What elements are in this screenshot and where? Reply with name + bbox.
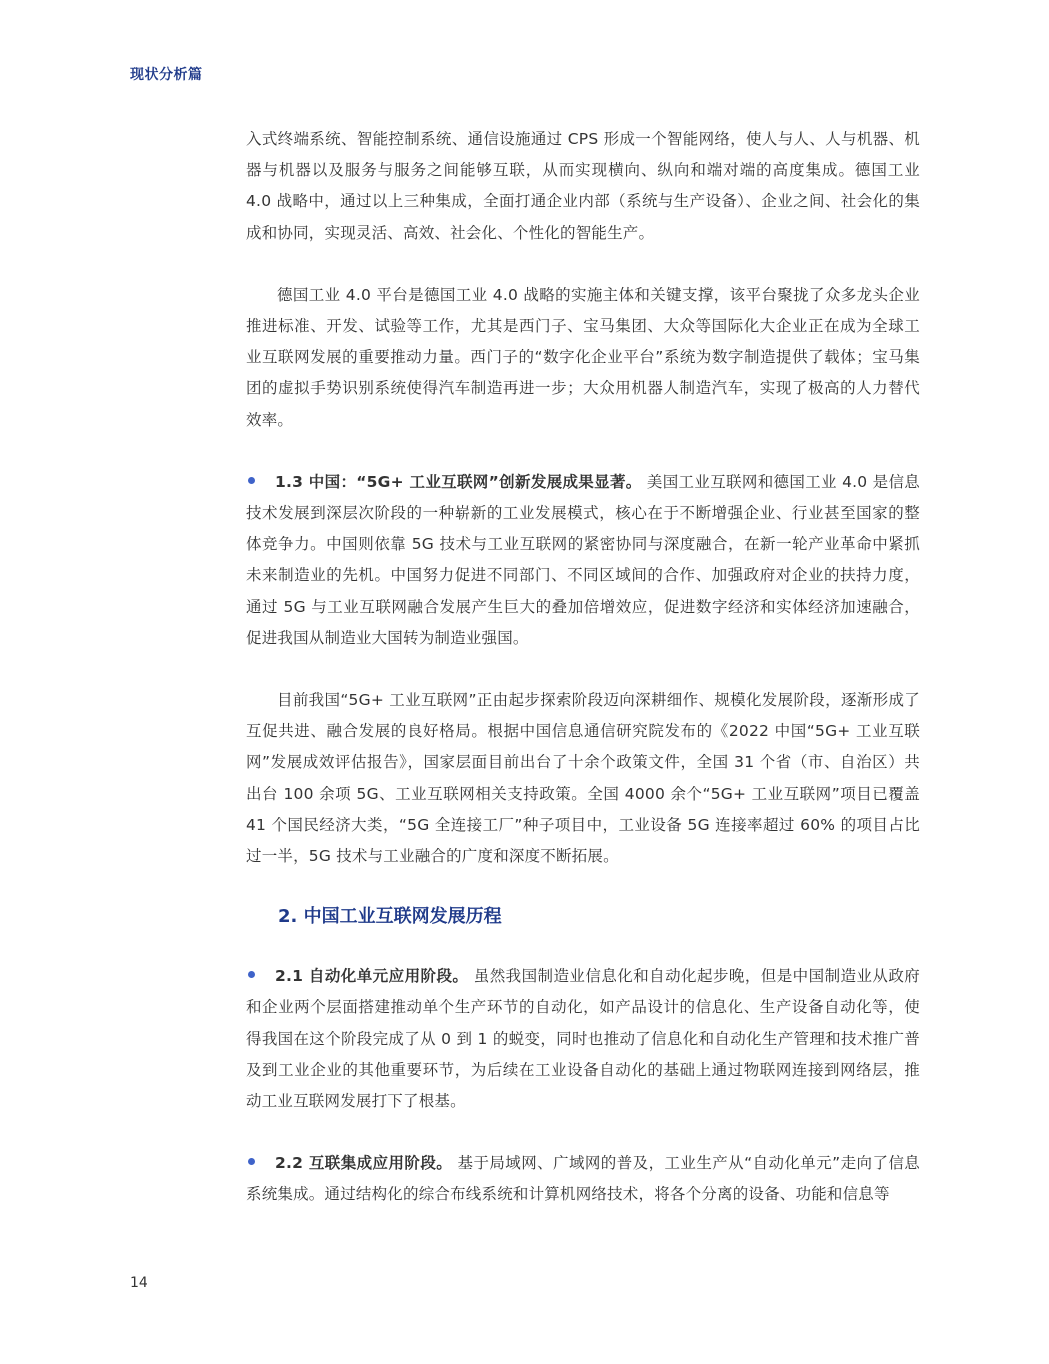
paragraph-5 xyxy=(246,961,920,1117)
bullet-dot-icon xyxy=(248,971,255,978)
section-2-title: 2. 中国工业互联网发展历程 xyxy=(278,906,502,928)
bullet-dot-icon xyxy=(248,1158,255,1165)
paragraph-5-body: 虽然我国制造业信息化和自动化起步晚，但是中国制造业从政府和企业两个层面搭建推动单个生产环节的自动化，如产品设计的信息化、生产设备自动化等，使得我国在这个阶段完成了从 0 到 1 的蜕变，同时也推动了信息化和自动化生产管理和技术推广普及到工业企业的其他重要环节，为后续在工业设备自动化的基础上通过物联网连接到网络层，推动工业互联网发展打下了根基。 xyxy=(246,967,921,1111)
paragraph-3-lead: 1.3 中国：“5G+ 工业互联网”创新发展成果显著。 xyxy=(275,472,642,491)
paragraph-3 xyxy=(246,467,920,654)
paragraph-1: 入式终端系统、智能控制系统、通信设施通过 CPS 形成一个智能网络，使人与人、人与机器、机器与机器以及服务与服务之间能够互联，从而实现横向、纵向和端对端的高度集成。德国工业 4.0 战略中，通过以上三种集成，全面打通企业内部（系统与生产设备）、企业之间、社会化的集成和协同，实现灵活、高效、社会化、个性化的智能生产。 xyxy=(246,130,920,242)
paragraph-2: 德国工业 4.0 平台是德国工业 4.0 战略的实施主体和关键支撑，该平台聚拢了众多龙头企业推进标准、开发、试验等工作，尤其是西门子、宝马集团、大众等国际化大企业正在成为全球工业互联网发展的重要推动力量。西门子的“数字化企业平台”系统为数字制造提供了载体；宝马集团的虚拟手势识别系统使得汽车制造再进一步；大众用机器人制造汽车，实现了极高的人力替代效率。 xyxy=(246,285,920,429)
bullet-dot-icon xyxy=(248,477,255,484)
paragraph-3-body: 美国工业互联网和德国工业 4.0 是信息技术发展到深层次阶段的一种崭新的工业发展模式，核心在于不断增强企业、行业甚至国家的整体竞争力。中国则依靠 5G 技术与工业互联网的紧密协同与深度融合，在新一轮产业革命中紧抓未来制造业的先机。中国努力促进不同部门、不同区域间的合作、加强政府对企业的扶持力度，通过 5G 与工业互联网融合发展产生巨大的叠加倍增效应，促进数字经济和实体经济加速融合，促进我国从制造业大国转为制造业强国。 xyxy=(246,472,920,647)
paragraph-6-lead: 2.2 互联集成应用阶段。 xyxy=(275,1154,453,1173)
paragraph-6 xyxy=(246,1148,920,1210)
section-header: 现状分析篇 xyxy=(130,67,203,83)
main-content xyxy=(246,124,920,1242)
paragraph-4: 目前我国“5G+ 工业互联网”正由起步探索阶段迈向深耕细作、规模化发展阶段，逐渐形成了互促共进、融合发展的良好格局。根据中国信息通信研究院发布的《2022 中国“5G+ 工业互联网”发展成效评估报告》，国家层面目前出台了十余个政策文件，全国 31 个省（市、自治区）共出台 100 余项 5G、工业互联网相关支持政策。全国 4000 余个“5G+ 工业互联网”项目已覆盖 41 个国民经济大类，“5G 全连接工厂”种子项目中，工业设备 5G 连接率超过 60% 的项目占比过一半，5G 技术与工业融合的广度和深度不断拓展。 xyxy=(246,691,920,866)
paragraph-5-lead: 2.1 自动化单元应用阶段。 xyxy=(275,967,469,986)
page-number: 14 xyxy=(130,1275,148,1291)
paragraph-6-body: 基于局域网、广域网的普及，工业生产从“自动化单元”走向了信息系统集成。通过结构化的综合布线系统和计算机网络技术，将各个分离的设备、功能和信息等 xyxy=(246,1154,920,1204)
